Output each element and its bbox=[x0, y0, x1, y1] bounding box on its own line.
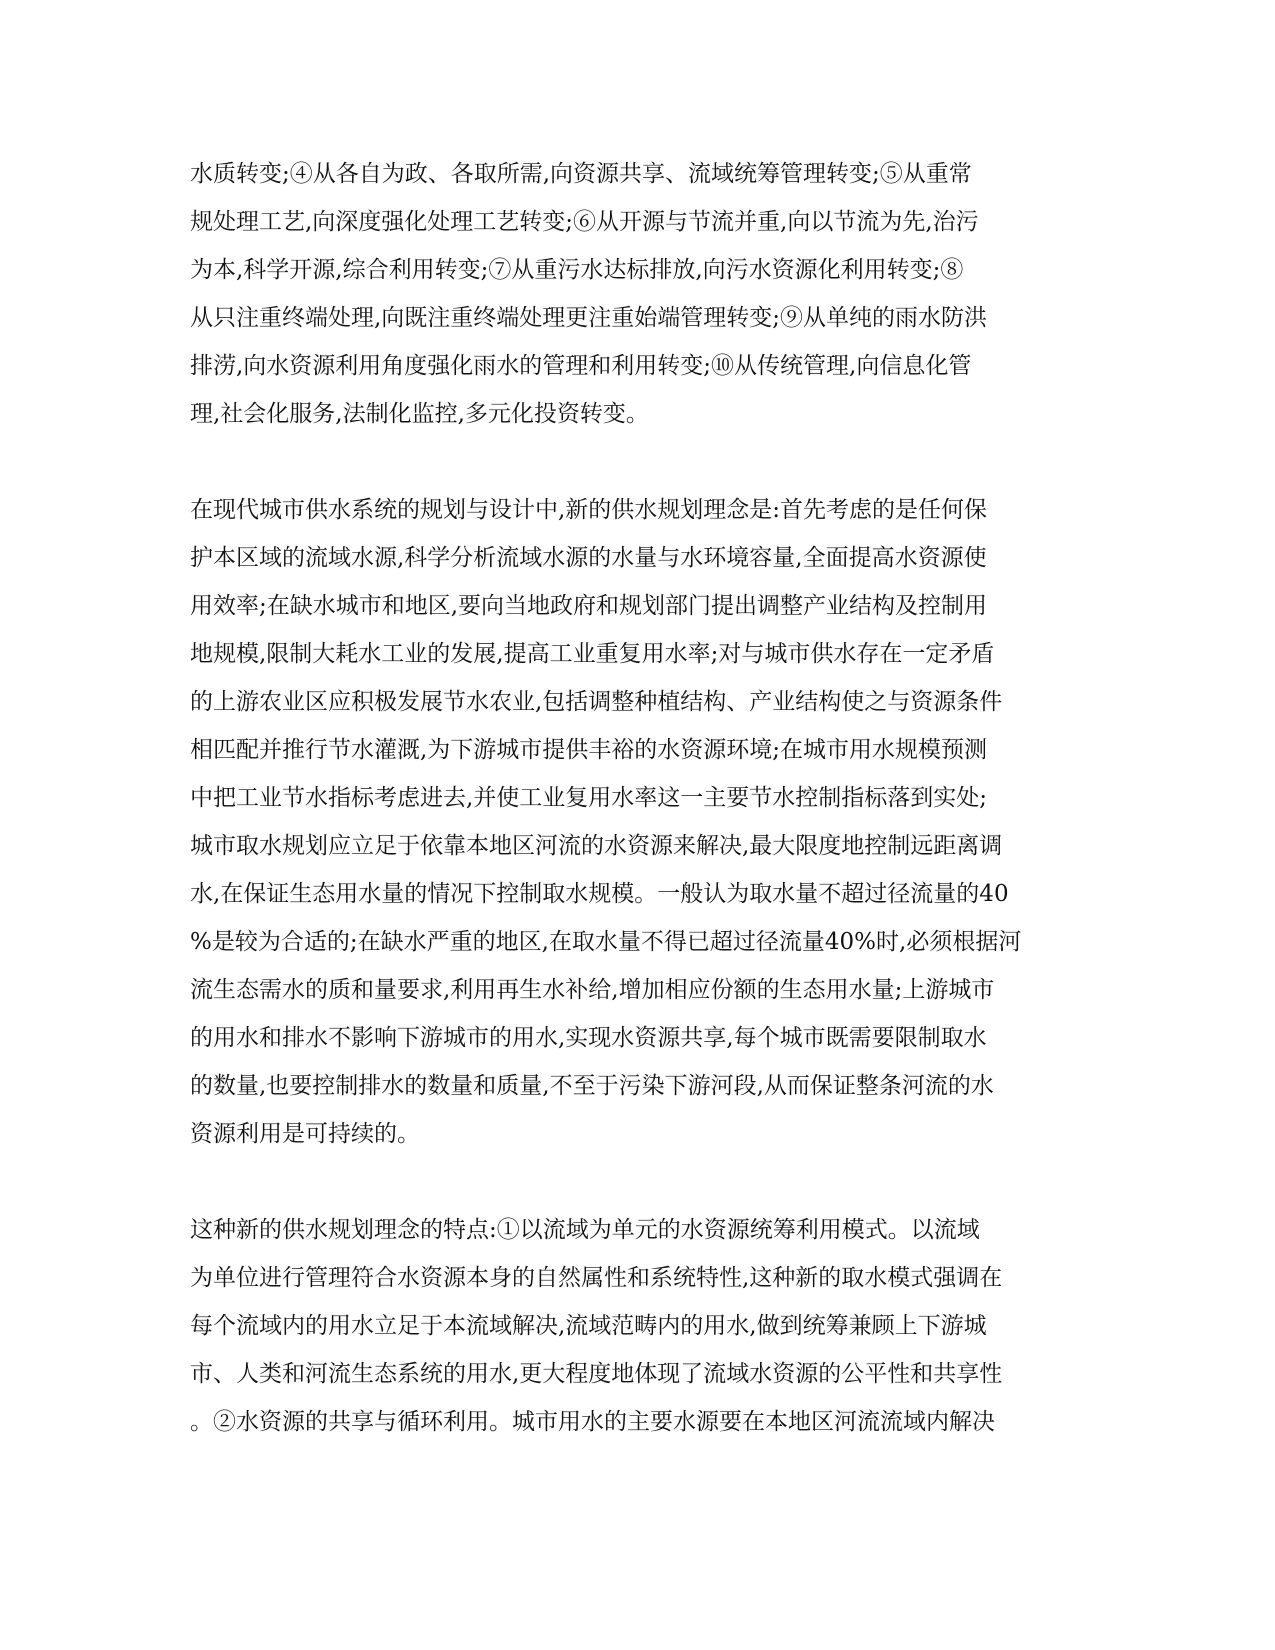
text-line: 地规模,限制大耗水工业的发展,提高工业重复用水率;对与城市供水存在一定矛盾 bbox=[190, 641, 995, 667]
text-line: 城市取水规划应立足于依靠本地区河流的水资源来解决,最大限度地控制远距离调 bbox=[190, 833, 1003, 859]
text-line: 市、人类和河流生态系统的用水,更大程度地体现了流域水资源的公平性和共享性 bbox=[190, 1361, 1003, 1387]
document-body bbox=[190, 150, 1080, 1446]
text-line: 的数量,也要控制排水的数量和质量,不至于污染下游河段,从而保证整条河流的水 bbox=[190, 1073, 994, 1099]
text-line: 在现代城市供水系统的规划与设计中,新的供水规划理念是:首先考虑的是任何保 bbox=[190, 497, 988, 523]
text-line: 这种新的供水规划理念的特点:①以流域为单元的水资源统筹利用模式。以流域 bbox=[190, 1217, 980, 1243]
text-line: 中把工业节水指标考虑进去,并使工业复用水率这一主要节水控制指标落到实处; bbox=[190, 785, 988, 811]
paragraph-3 bbox=[190, 1206, 1080, 1446]
text-line: 排涝,向水资源利用角度强化雨水的管理和利用转变;⑩从传统管理,向信息化管 bbox=[190, 353, 972, 379]
text-line: 理,社会化服务,法制化监控,多元化投资转变。 bbox=[190, 401, 649, 427]
text-line: 从只注重终端处理,向既注重终端处理更注重始端管理转变;⑨从单纯的雨水防洪 bbox=[190, 305, 988, 331]
text-line: 资源利用是可持续的。 bbox=[190, 1121, 420, 1147]
text-line: 流生态需水的质和量要求,利用再生水补给,增加相应份额的生态用水量;上游城市 bbox=[190, 977, 995, 1003]
text-line: 。②水资源的共享与循环利用。城市用水的主要水源要在本地区河流流域内解决 bbox=[190, 1409, 995, 1435]
text-line: 水,在保证生态用水量的情况下控制取水规模。一般认为取水量不超过径流量的40 bbox=[190, 881, 1009, 907]
text-line: 每个流域内的用水立足于本流域解决,流域范畴内的用水,做到统筹兼顾上下游城 bbox=[190, 1313, 987, 1339]
text-line: 用效率;在缺水城市和地区,要向当地政府和规划部门提出调整产业结构及控制用 bbox=[190, 593, 988, 619]
text-line: 为单位进行管理符合水资源本身的自然属性和系统特性,这种新的取水模式强调在 bbox=[190, 1265, 1003, 1291]
text-line: 的用水和排水不影响下游城市的用水,实现水资源共享,每个城市既需要限制取水 bbox=[190, 1025, 987, 1051]
paragraph-1 bbox=[190, 150, 1080, 438]
paragraph-2 bbox=[190, 486, 1080, 1158]
text-line: 为本,科学开源,综合利用转变;⑦从重污水达标排放,向污水资源化利用转变;⑧ bbox=[190, 257, 964, 283]
text-line: 规处理工艺,向深度强化处理工艺转变;⑥从开源与节流并重,向以节流为先,治污 bbox=[190, 209, 979, 235]
text-line: 的上游农业区应积极发展节水农业,包括调整种植结构、产业结构使之与资源条件 bbox=[190, 689, 1003, 715]
text-line: 水质转变;④从各自为政、各取所需,向资源共享、流域统筹管理转变;⑤从重常 bbox=[190, 161, 972, 187]
text-line: 护本区域的流域水源,科学分析流域水源的水量与水环境容量,全面提高水资源使 bbox=[190, 545, 987, 571]
paragraph-spacer bbox=[190, 438, 1080, 486]
paragraph-spacer bbox=[190, 1158, 1080, 1206]
text-line: %是较为合适的;在缺水严重的地区,在取水量不得已超过径流量40%时,必须根据河 bbox=[190, 929, 1022, 955]
text-line: 相匹配并推行节水灌溉,为下游城市提供丰裕的水资源环境;在城市用水规模预测 bbox=[190, 737, 988, 763]
